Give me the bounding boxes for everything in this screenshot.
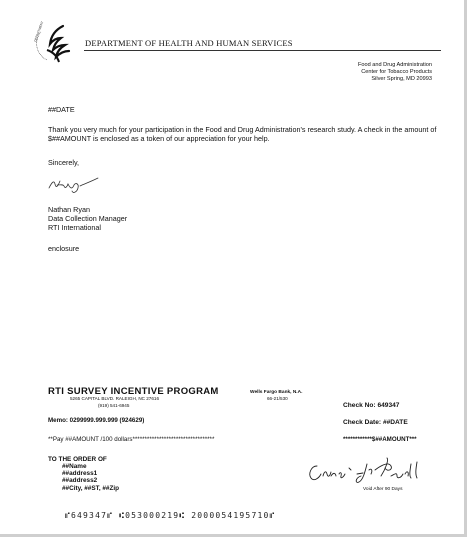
sender-address-block [358,62,432,83]
signer-signature [46,172,108,198]
bank-routing-fraction: 66-21/530 [267,396,288,401]
check-signature [305,456,433,488]
signer-name: Nathan Ryan [48,205,90,214]
letterhead-rule [84,50,441,51]
payee-address2: ##address2 [62,477,98,485]
payee-name: ##Name [62,463,87,470]
svg-text:DEPARTMENT: DEPARTMENT [33,20,45,43]
pay-to-order-label: TO THE ORDER OF [48,456,107,463]
sender-line: Silver Spring, MD 20993 [371,76,432,82]
check-program-phone: (919) 541-6945 [98,403,130,408]
check-number: Check No: 649347 [343,402,400,409]
void-notice: Void After 90 Days [363,487,403,492]
department-name: DEPARTMENT OF HEALTH AND HUMAN SERVICES [85,38,293,48]
enclosure-note: enclosure [48,244,80,253]
letter-date: ##DATE [48,105,75,114]
signer-block [48,205,127,232]
signer-title: Data Collection Manager [48,214,128,223]
check-date: Check Date: ##DATE [343,419,408,426]
payee-city-state-zip: ##City, ##ST, ##Zip [62,484,120,492]
sender-line: Center for Tobacco Products [361,69,432,75]
hhs-eagle-seal-icon [33,20,79,66]
check-program-address: 5265 CAPITAL BLVD. RALEIGH, NC 27616 [70,396,160,401]
bank-name: Wells Fargo Bank, N.A. [250,390,303,395]
letter-body: Thank you very much for your participation in the Food and Drug Administration's research study. A check in the amount of $##AMOUNT is enclosed as a token of our appreciation for your help. [48,125,437,143]
check-amount: ************$##AMOUNT*** [343,436,417,443]
signer-organization: RTI International [48,223,102,232]
sender-line: Food and Drug Administration [357,62,432,68]
letter-closing: Sincerely, [48,158,80,167]
micr-line: ⑈649347⑈ ⑆053000219⑆ 2000054195710⑈ [65,511,276,520]
check-pay-line: **Pay ##AMOUNT /100 dollars********************************** [48,436,215,443]
check-program-title: RTI SURVEY INCENTIVE PROGRAM [48,386,219,397]
payee-block [62,463,119,492]
payee-address1: ##address1 [62,470,98,478]
check-memo: Memo: 0299999.999.999 (924629) [48,417,145,424]
